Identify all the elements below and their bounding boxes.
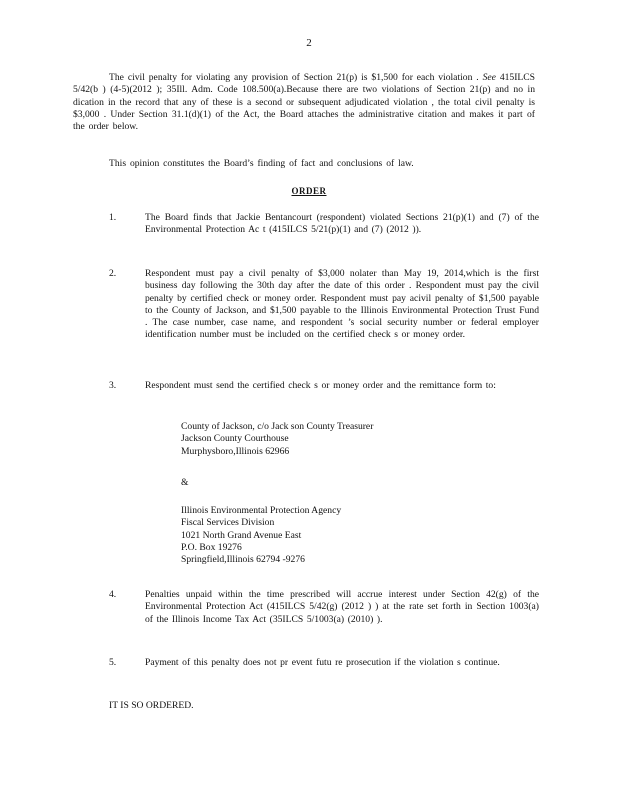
item-text: Payment of this penalty does not pr event futu re prosecution if the violation s continue. [145,657,500,668]
address-line: Jackson County Courthouse [181,433,289,445]
item-number: 3. [109,380,117,391]
page-number: 2 [306,37,312,49]
intro-text-start: The civil penalty for violating any provision of Section 21(p) is $1,500 for each violation . [109,72,479,83]
address-line: Fiscal Services Division [181,517,275,529]
address-line: P.O. Box 19276 [181,541,242,553]
opinion-paragraph: This opinion constitutes the Board’s finding of fact and conclusions of law. [109,158,414,169]
see-citation-signal: See [482,72,496,83]
address-county-treasurer [181,421,373,458]
item-text: The Board finds that Jackie Bentancourt (respondent) violated Sections 21(p)(1) and (7) of the Environmental Protection Ac t (415ILCS 5/21(p)(1) and (7) (2012 )). [145,212,539,236]
order-heading: ORDER [291,186,327,196]
address-line: County of Jackson, c/o Jack son County Treasurer [181,421,374,432]
address-epa [181,505,341,566]
address-line: Illinois Environmental Protection Agency [181,505,342,516]
item-text: Penalties unpaid within the time prescribed will accrue interest under Section 42(g) of the Environmental Protection Act (415ILCS 5/42(g) (2012 ) ) at the rate set forth in Section 1003(a) of the Illinois Income Tax Act (35ILCS 5/1003(a) (2010) ). [145,589,539,625]
item-text: Respondent must send the certified check s or money order and the remittance form to: [145,380,496,391]
address-line: 1021 North Grand Avenue East [181,529,302,541]
closing-statement: IT IS SO ORDERED. [109,700,194,711]
ampersand: & [181,477,189,488]
intro-text-rest: 415ILCS 5/42(b ) (4-5)(2012 ); 35Ill. Adm. Code 108.500(a).Because there are two violations of Section 21(p) and no in dication in the record that any of these is a second or subsequent adjudicated violation , the total civil penalty is $3,000 . Under Section 31.1(d)(1) of the Act, the Board attaches the administrative citation and makes it part of the order below. [73,72,535,133]
item-text: Respondent must pay a civil penalty of $3,000 nolater than May 19, 2014,which is the first business day following the 30th day after the date of this order . Respondent must pay the civil penalty by certified check or money order. Respondent must pay acivil penalty of $1,500 payable to the County of Jackson, and $1,500 payable to the Illinois Environmental Protection Trust Fund . The case number, case name, and respondent ’s social security number or federal employer identification number must be included on the certified check s or money order. [145,268,539,341]
item-number: 4. [109,589,117,600]
intro-paragraph [73,72,535,133]
item-number: 1. [109,212,117,223]
item-number: 2. [109,268,117,279]
address-line: Murphysboro,Illinois 62966 [181,445,290,457]
address-line: Springfield,Illinois 62794 -9276 [181,554,305,566]
item-number: 5. [109,657,117,668]
